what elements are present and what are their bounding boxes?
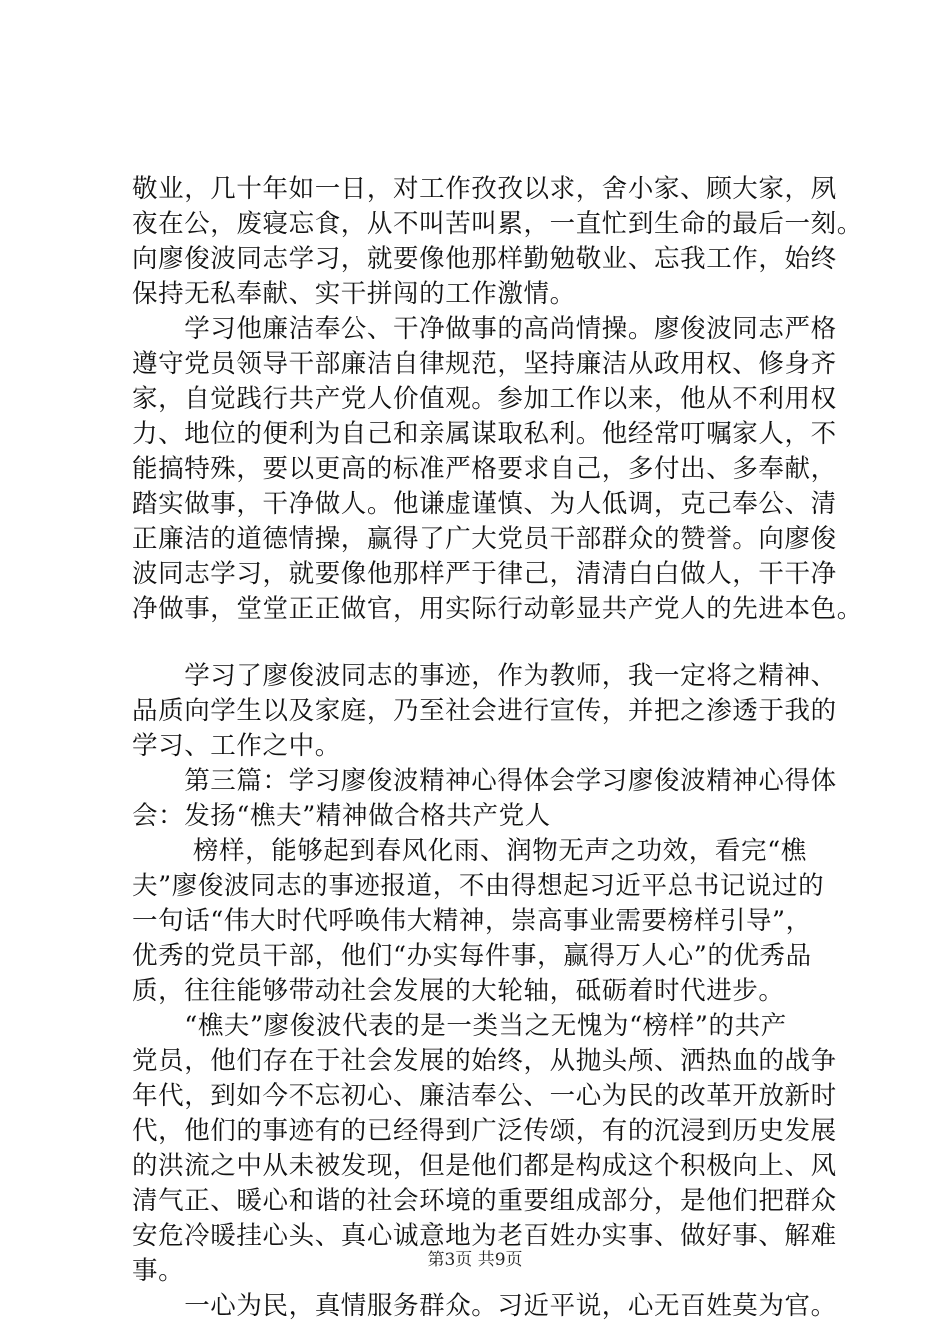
text-line: 净做事，堂堂正正做官，用实际行动彰显共产党人的先进本色。 [132,594,863,624]
text-line: 敬业，几十年如一日，对工作孜孜以求，舍小家、顾大家，夙 [132,174,837,204]
text-line: 质，往往能够带动社会发展的大轮轴，砥砺着时代进步。 [132,976,785,1006]
text-line: 力、地位的便利为自己和亲属谋取私利。他经常叮嘱家人，不 [132,419,837,449]
page-number-footer: 第3页 共9页 [427,1250,523,1270]
text-line: 学习、工作之中。 [132,731,341,761]
text-line: 年代，到如今不忘初心、廉洁奉公、一心为民的改革开放新时 [132,1081,837,1111]
paragraph-block-2 [132,659,836,1324]
paragraph-gap [132,627,836,659]
text-line: 会：发扬“樵夫”精神做合格共产党人 [132,801,551,831]
text-line: 的洪流之中从未被发现，但是他们都是构成这个积极向上、风 [132,1151,837,1181]
text-line: 一心为民，真情服务群众。习近平说，心无百姓莫为官。 [132,1291,837,1321]
text-line: 向廖俊波同志学习，就要像他那样勤勉敬业、忘我工作，始终 [132,244,837,274]
text-line: 能搞特殊，要以更高的标准严格要求自己，多付出、多奉献， [132,454,837,484]
text-line: 党员，他们存在于社会发展的始终，从抛头颅、洒热血的战争 [132,1046,837,1076]
text-line: 代，他们的事迹有的已经得到广泛传颂，有的沉浸到历史发展 [132,1116,837,1146]
text-line: 学习他廉洁奉公、干净做事的高尚情操。廖俊波同志严格 [132,314,837,344]
document-body [132,172,863,1324]
text-line: 遵守党员领导干部廉洁自律规范，坚持廉洁从政用权、修身齐 [132,349,837,379]
text-line: 踏实做事，干净做人。他谦虚谨慎、为人低调，克己奉公、清 [132,489,837,519]
text-line: 优秀的党员干部，他们“办实每件事，赢得万人心”的优秀品 [132,941,812,971]
text-line: 事。 [132,1256,185,1286]
text-line: 波同志学习，就要像他那样严于律己，清清白白做人，干干净 [132,559,837,589]
text-line: 榜样，能够起到春风化雨、润物无声之功效，看完“樵 [132,836,807,866]
text-line: 夜在公，废寝忘食，从不叫苦叫累，一直忙到生命的最后一刻。 [132,209,863,239]
text-line: 夫”廖俊波同志的事迹报道，不由得想起习近平总书记说过的 [132,871,825,901]
text-line: 保持无私奉献、实干拼闯的工作激情。 [132,279,576,309]
text-line: 正廉洁的道德情操，赢得了广大党员干部群众的赞誉。向廖俊 [132,524,837,554]
text-line: 品质向学生以及家庭，乃至社会进行宣传，并把之渗透于我的 [132,696,837,726]
text-line: 家，自觉践行共产党人价值观。参加工作以来，他从不利用权 [132,384,837,414]
paragraph-block-1 [132,172,863,627]
text-line: 清气正、暖心和谐的社会环境的重要组成部分，是他们把群众 [132,1186,837,1216]
text-line: 学习了廖俊波同志的事迹，作为教师，我一定将之精神、 [132,661,837,691]
text-line: 一句话“伟大时代呼唤伟大精神，崇高事业需要榜样引导”， [132,906,812,936]
text-line: 安危冷暖挂心头、真心诚意地为老百姓办实事、做好事、解难 [132,1221,837,1251]
text-line: 第三篇：学习廖俊波精神心得体会学习廖俊波精神心得体 [132,766,837,796]
text-line: “樵夫”廖俊波代表的是一类当之无愧为“榜样”的共产 [132,1011,787,1041]
